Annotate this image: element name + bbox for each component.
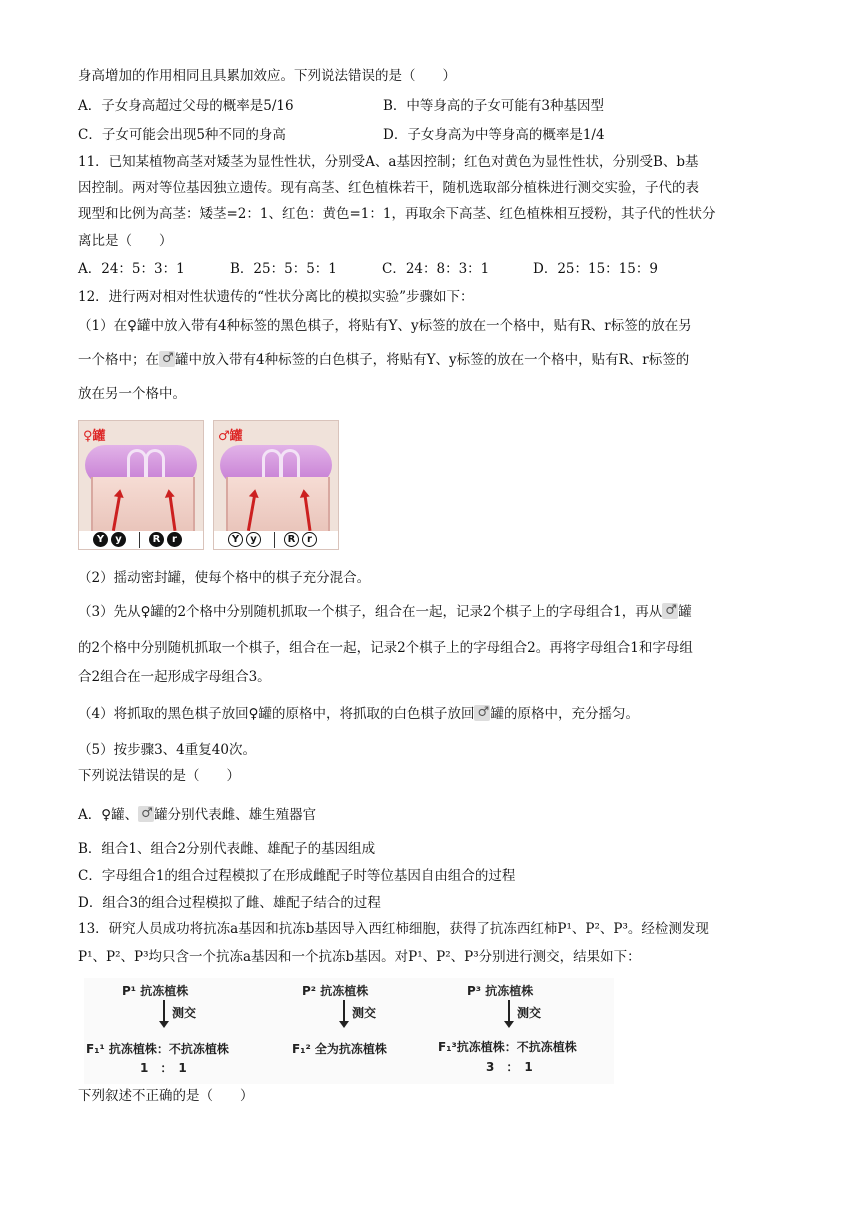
male-symbol-icon xyxy=(159,351,175,367)
f1-1-result: F₁¹ 抗冻植株：不抗冻植株 xyxy=(86,1042,229,1056)
chip: R xyxy=(284,532,299,547)
q11-option-b: B．25：5：5：1 xyxy=(230,261,337,277)
down-arrow-icon xyxy=(343,1000,345,1022)
q12-stem: 12．进行两对相对性状遗传的“性状分离比的模拟实验”步骤如下： xyxy=(78,289,474,305)
text: 罐中放入带有4种标签的白色棋子，将贴有Y、y标签的放在一个格中，贴有R、r标签的 xyxy=(175,352,690,368)
q13-stem: 13．研究人员成功将抗冻a基因和抗冻b基因导入西红柿细胞，获得了抗冻西红柿P¹、P²、P³。经检测发现 xyxy=(78,921,709,937)
q11-stem: 离比是（ ） xyxy=(78,233,173,249)
q12-step3: 的2个格中分别随机抓取一个棋子，组合在一起，记录2个棋子上的字母组合2。再将字母组合1和字母组 xyxy=(78,640,693,656)
female-jar-figure xyxy=(78,420,204,550)
testcross-label: 测交 xyxy=(172,1006,197,1020)
q10-option-d: D．子女身高为中等身高的概率是1/4 xyxy=(383,127,605,143)
q12-step5: （5）按步骤3、4重复40次。 xyxy=(78,742,256,758)
q11-stem: 现型和比例为高茎：矮茎=2：1、红色：黄色=1：1，再取余下高茎、红色植株相互授粉，其子代的性状分 xyxy=(78,206,716,222)
p2-label: P² 抗冻植株 xyxy=(302,984,369,998)
q10-option-c: C．子女可能会出现5种不同的身高 xyxy=(78,127,286,143)
q12-option-d: D．组合3的组合过程模拟了雌、雄配子结合的过程 xyxy=(78,895,381,911)
q10-option-b: B．中等身高的子女可能有3种基因型 xyxy=(383,98,605,114)
chip-row xyxy=(214,531,338,549)
q12-step4 xyxy=(78,704,639,724)
jar-body xyxy=(91,477,195,533)
q12-question: 下列说法错误的是（ ） xyxy=(78,768,240,784)
male-jar-figure xyxy=(213,420,339,550)
text: 一个格中；在 xyxy=(78,352,159,368)
text: 罐分别代表雌、雄生殖器官 xyxy=(154,807,317,823)
q11-option-d: D．25：15：15：9 xyxy=(533,261,658,277)
q12-step3: 合2组合在一起形成字母组合3。 xyxy=(78,669,271,685)
q12-option-c: C．字母组合1的组合过程模拟了在形成雌配子时等位基因自由组合的过程 xyxy=(78,868,516,884)
q12-step3 xyxy=(78,602,692,622)
q12-option-a xyxy=(78,805,316,825)
q12-option-b: B．组合1、组合2分别代表雌、雄配子的基因组成 xyxy=(78,841,376,857)
divider xyxy=(274,532,275,548)
down-arrow-icon xyxy=(508,1000,510,1022)
text: 罐的原格中，充分摇匀。 xyxy=(490,706,639,722)
chip: y xyxy=(111,532,126,547)
f1-1-ratio: 1 ： 1 xyxy=(140,1061,187,1075)
male-symbol-icon xyxy=(662,603,678,619)
f1-2-result: F₁² 全为抗冻植株 xyxy=(292,1042,387,1056)
q12-step1 xyxy=(78,350,689,370)
q10-option-a: A．子女身高超过父母的概率是5/16 xyxy=(78,98,294,114)
chip-row xyxy=(79,531,203,549)
q11-option-c: C．24：8：3：1 xyxy=(382,261,490,277)
q12-step1: （1）在♀罐中放入带有4种标签的黑色棋子，将贴有Y、y标签的放在一个格中，贴有R、r标签的放在另 xyxy=(78,318,692,334)
male-symbol-icon xyxy=(474,705,490,721)
f1-3-result: F₁³抗冻植株：不抗冻植株 xyxy=(438,1040,577,1054)
p1-label: P¹ 抗冻植株 xyxy=(122,984,189,998)
divider xyxy=(139,532,140,548)
p3-label: P³ 抗冻植株 xyxy=(467,984,534,998)
f1-3-ratio: 3 ： 1 xyxy=(486,1060,533,1074)
q12-step2: （2）摇动密封罐，使每个格中的棋子充分混合。 xyxy=(78,570,371,586)
q12-step1: 放在另一个格中。 xyxy=(78,386,186,402)
text: A．♀罐、 xyxy=(78,807,139,823)
q13-question: 下列叙述不正确的是（ ） xyxy=(78,1088,254,1104)
male-symbol-icon xyxy=(138,806,154,822)
chip: Y xyxy=(93,532,108,547)
text: （3）先从♀罐的2个格中分别随机抓取一个棋子，组合在一起，记录2个棋子上的字母组合1，再从 xyxy=(78,604,663,620)
down-arrow-icon xyxy=(163,1000,165,1022)
testcross-label: 测交 xyxy=(517,1006,542,1020)
chip: Y xyxy=(228,532,243,547)
text: （4）将抓取的黑色棋子放回♀罐的原格中，将抓取的白色棋子放回 xyxy=(78,706,475,722)
chip: r xyxy=(167,532,182,547)
text-line: 身高增加的作用相同且具累加效应。下列说法错误的是（ ） xyxy=(78,68,456,84)
text: 罐 xyxy=(678,604,692,620)
jar-label: ♀罐 xyxy=(83,429,106,444)
chip: y xyxy=(246,532,261,547)
chip: R xyxy=(149,532,164,547)
testcross-label: 测交 xyxy=(352,1006,377,1020)
jar-label: ♂罐 xyxy=(218,429,243,444)
q11-stem: 因控制。两对等位基因独立遗传。现有高茎、红色植株若干，随机选取部分植株进行测交实验，子代的表 xyxy=(78,180,699,196)
q13-stem: P¹、P²、P³均只含一个抗冻a基因和一个抗冻b基因。对P¹、P²、P³分别进行测交，结果如下： xyxy=(78,949,641,965)
jar-body xyxy=(226,477,330,533)
chip: r xyxy=(302,532,317,547)
q11-option-a: A．24：5：3：1 xyxy=(78,261,185,277)
q11-stem: 11．已知某植物高茎对矮茎为显性性状，分别受A、a基因控制；红色对黄色为显性性状，分别受B、b基 xyxy=(78,154,699,170)
